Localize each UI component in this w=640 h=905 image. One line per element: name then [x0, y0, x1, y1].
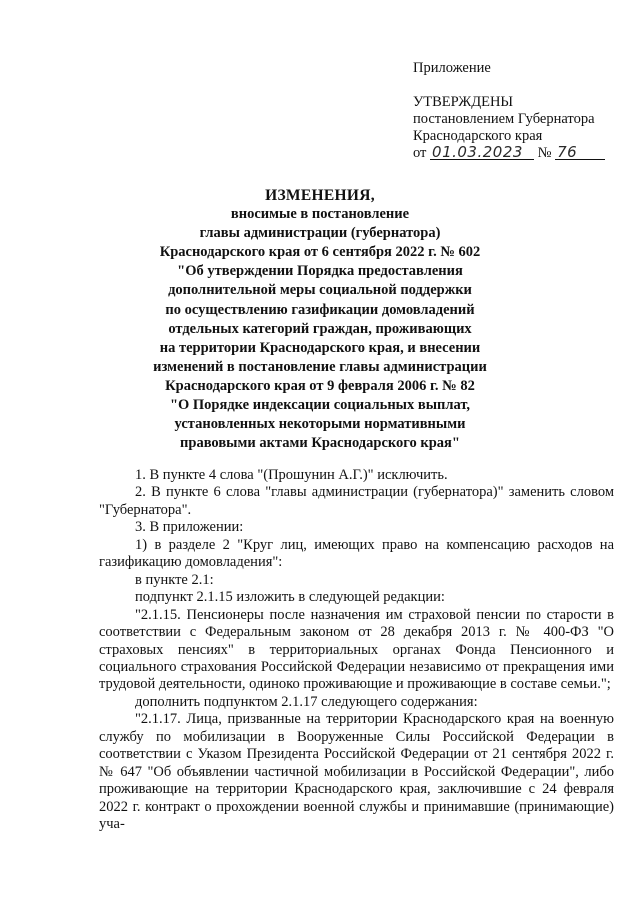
approved-label: УТВЕРЖДЕНЫ	[413, 94, 514, 110]
body-paragraph: 3. В приложении:	[135, 519, 244, 536]
title-line: установленных некоторыми нормативными	[174, 416, 466, 433]
date-number-line	[413, 145, 605, 162]
resolution-label: постановлением Губернатора	[413, 111, 595, 127]
body-paragraph: 2. В пункте 6 слова "главы администрации (губернатора)" заменить словом "Губернатора".	[99, 484, 614, 518]
title-line: отдельных категорий граждан, проживающих	[168, 320, 472, 337]
body-paragraph: 1. В пункте 4 слова "(Прошунин А.Г.)" исключить.	[135, 467, 448, 483]
body-paragraph: 1) в разделе 2 "Круг лиц, имеющих право на компенсацию расходов на газификацию домовладения":	[99, 536, 614, 571]
title-line: по осуществлению газификации домовладений	[165, 301, 475, 318]
approval-block	[413, 94, 605, 162]
number-prefix: №	[537, 145, 552, 161]
document-title	[100, 186, 540, 453]
document-body	[99, 467, 614, 834]
title-line: вносимые в постановление	[230, 206, 410, 223]
appendix-label: Приложение	[413, 60, 491, 76]
body-paragraph: "2.1.15. Пенсионеры после назначения им страховой пенсии по старости в соответствии с Федеральным законом от 28 декабря 2013 г. № 400-ФЗ "О страховых пенсиях" в территориальных органах Фонда Пенсионного и социального страхования Российской Федерации независимо от прекращения ими трудовой деятельности, одиноко проживающие и проживающие в составе семьи.";	[99, 606, 614, 693]
title-line: на территории Краснодарского края, и внесении	[159, 339, 481, 356]
title-line: правовыми актами Краснодарского края"	[180, 435, 460, 452]
body-paragraph: в пункте 2.1:	[135, 571, 214, 588]
body-paragraph: подпункт 2.1.15 изложить в следующей редакции:	[135, 589, 445, 606]
body-paragraph: "2.1.17. Лица, призванные на территории Краснодарского края на военную службу по мобилизации в Вооруженные Силы Российской Федерации в соответствии с Указом Президента Российской Федерации от 21 сентября 2022 г. № 647 "Об объявлении частичной мобилизации в Российской Федерации", либо проживающие на территории Краснодарского края, заключившие с 24 февраля 2022 г. контракт о прохождении военной службы и принимавшие (принимающие) уча-	[99, 711, 614, 833]
title-main: ИЗМЕНЕНИЯ,	[265, 187, 375, 204]
title-line: Краснодарского края от 9 февраля 2006 г. № 82	[165, 377, 475, 394]
title-line: "О Порядке индексации социальных выплат,	[169, 397, 471, 414]
title-line: изменений в постановление главы администрации	[153, 358, 487, 375]
body-paragraph: дополнить подпунктом 2.1.17 следующего содержания:	[135, 693, 478, 710]
handwritten-number: 76	[555, 145, 605, 160]
handwritten-date: 01.03.2023	[430, 145, 534, 160]
region-label: Краснодарского края	[413, 128, 543, 144]
title-line: Краснодарского края от 6 сентября 2022 г. № 602	[159, 244, 481, 261]
title-line: дополнительной меры социальной поддержки	[168, 282, 472, 299]
title-line: "Об утверждении Порядка предоставления	[177, 263, 463, 280]
title-line: главы администрации (губернатора)	[199, 225, 441, 242]
from-prefix: от	[413, 145, 427, 161]
